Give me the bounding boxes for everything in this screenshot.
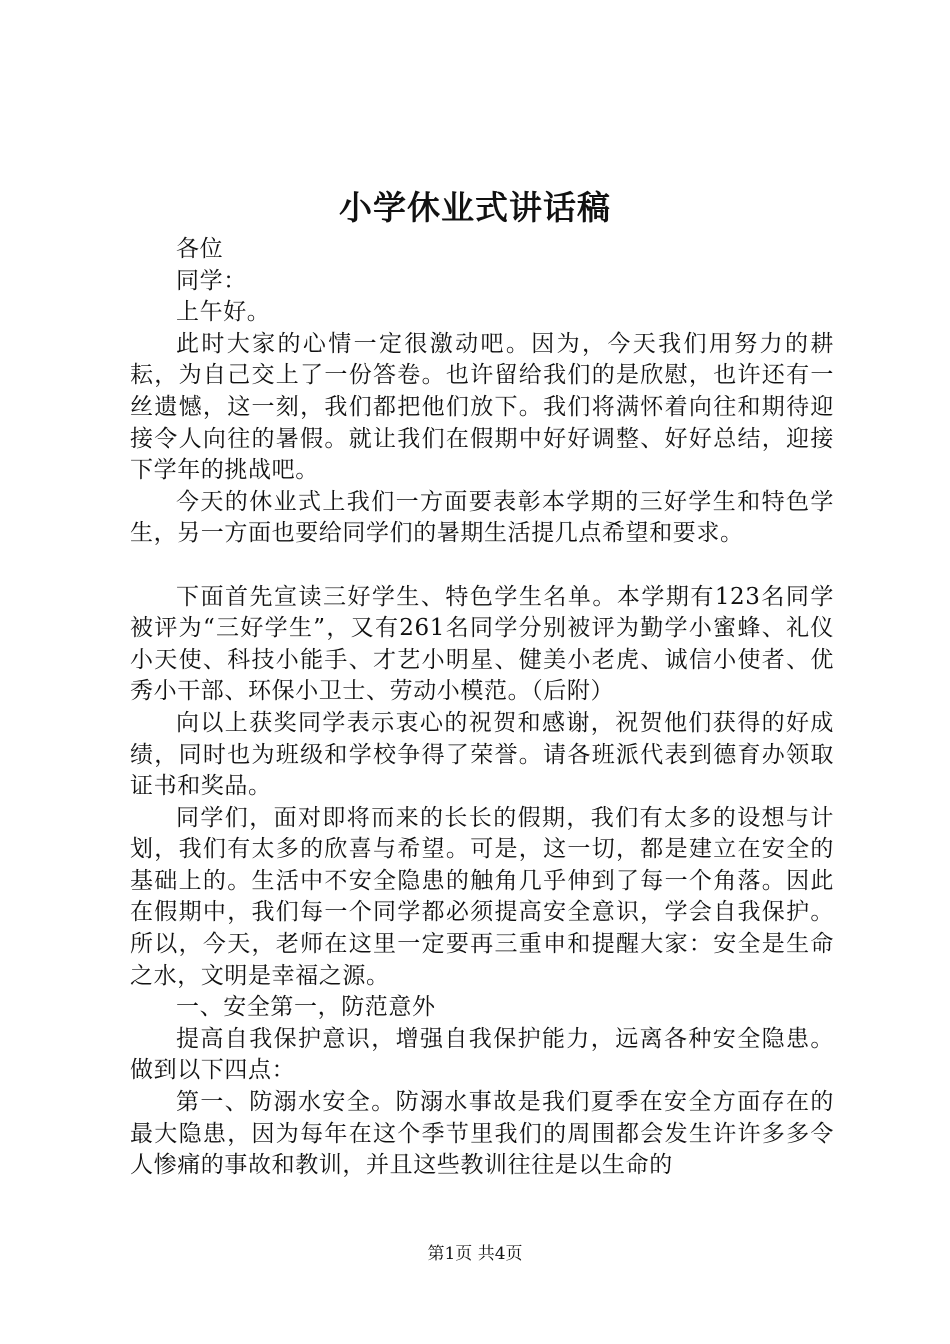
paragraph: 向以上获奖同学表示衷心的祝贺和感谢，祝贺他们获得的好成绩，同时也为班级和学校争得了荣誉。请各班派代表到德育办领取证书和奖品。 — [130, 709, 834, 800]
paragraph: 提高自我保护意识，增强自我保护能力，远离各种安全隐患。做到以下四点： — [130, 1025, 834, 1084]
section-heading: 一、安全第一，防范意外 — [176, 994, 436, 1021]
page-footer: 第1页 共4页 — [427, 1244, 523, 1264]
paragraph: 同学们，面对即将而来的长长的假期，我们有太多的设想与计划，我们有太多的欣喜与希望。可是，这一切，都是建立在安全的基础上的。生活中不安全隐患的触角几乎伸到了每一个角落。因此在假期中，我们每一个同学都必须提高安全意识，学会自我保护。所以，今天，老师在这里一定要再三重申和提醒大家：安全是生命之水，文明是幸福之源。 — [130, 804, 834, 989]
paragraph: 第一、防溺水安全。防溺水事故是我们夏季在安全方面存在的最大隐患，因为每年在这个季节里我们的周围都会发生许许多多令人惨痛的事故和教训，并且这些教训往往是以生命的 — [130, 1089, 834, 1179]
salutation-line-2: 同学： — [176, 267, 247, 294]
salutation-line-1: 各位 — [176, 236, 224, 262]
paragraph: 此时大家的心情一定很激动吧。因为，今天我们用努力的耕耘，为自己交上了一份答卷。也许留给我们的是欣慰，也许还有一丝遗憾，这一刻，我们都把他们放下。我们将满怀着向往和期待迎接令人向往的暑假。就让我们在假期中好好调整、好好总结，迎接下学年的挑战吧。 — [130, 330, 834, 484]
document-body — [130, 234, 834, 1182]
paragraph: 下面首先宣读三好学生、特色学生名单。本学期有123名同学被评为“三好学生”，又有261名同学分别被评为勤学小蜜蜂、礼仪小天使、科技小能手、才艺小明星、健美小老虎、诚信小使者、优秀小干部、环保小卫士、劳动小模范。（后附） — [130, 583, 834, 705]
paragraph: 今天的休业式上我们一方面要表彰本学期的三好学生和特色学生，另一方面也要给同学们的暑期生活提几点希望和要求。 — [130, 488, 834, 547]
greeting-line: 上午好。 — [176, 299, 271, 326]
document-title: 小学休业式讲话稿 — [339, 188, 611, 227]
